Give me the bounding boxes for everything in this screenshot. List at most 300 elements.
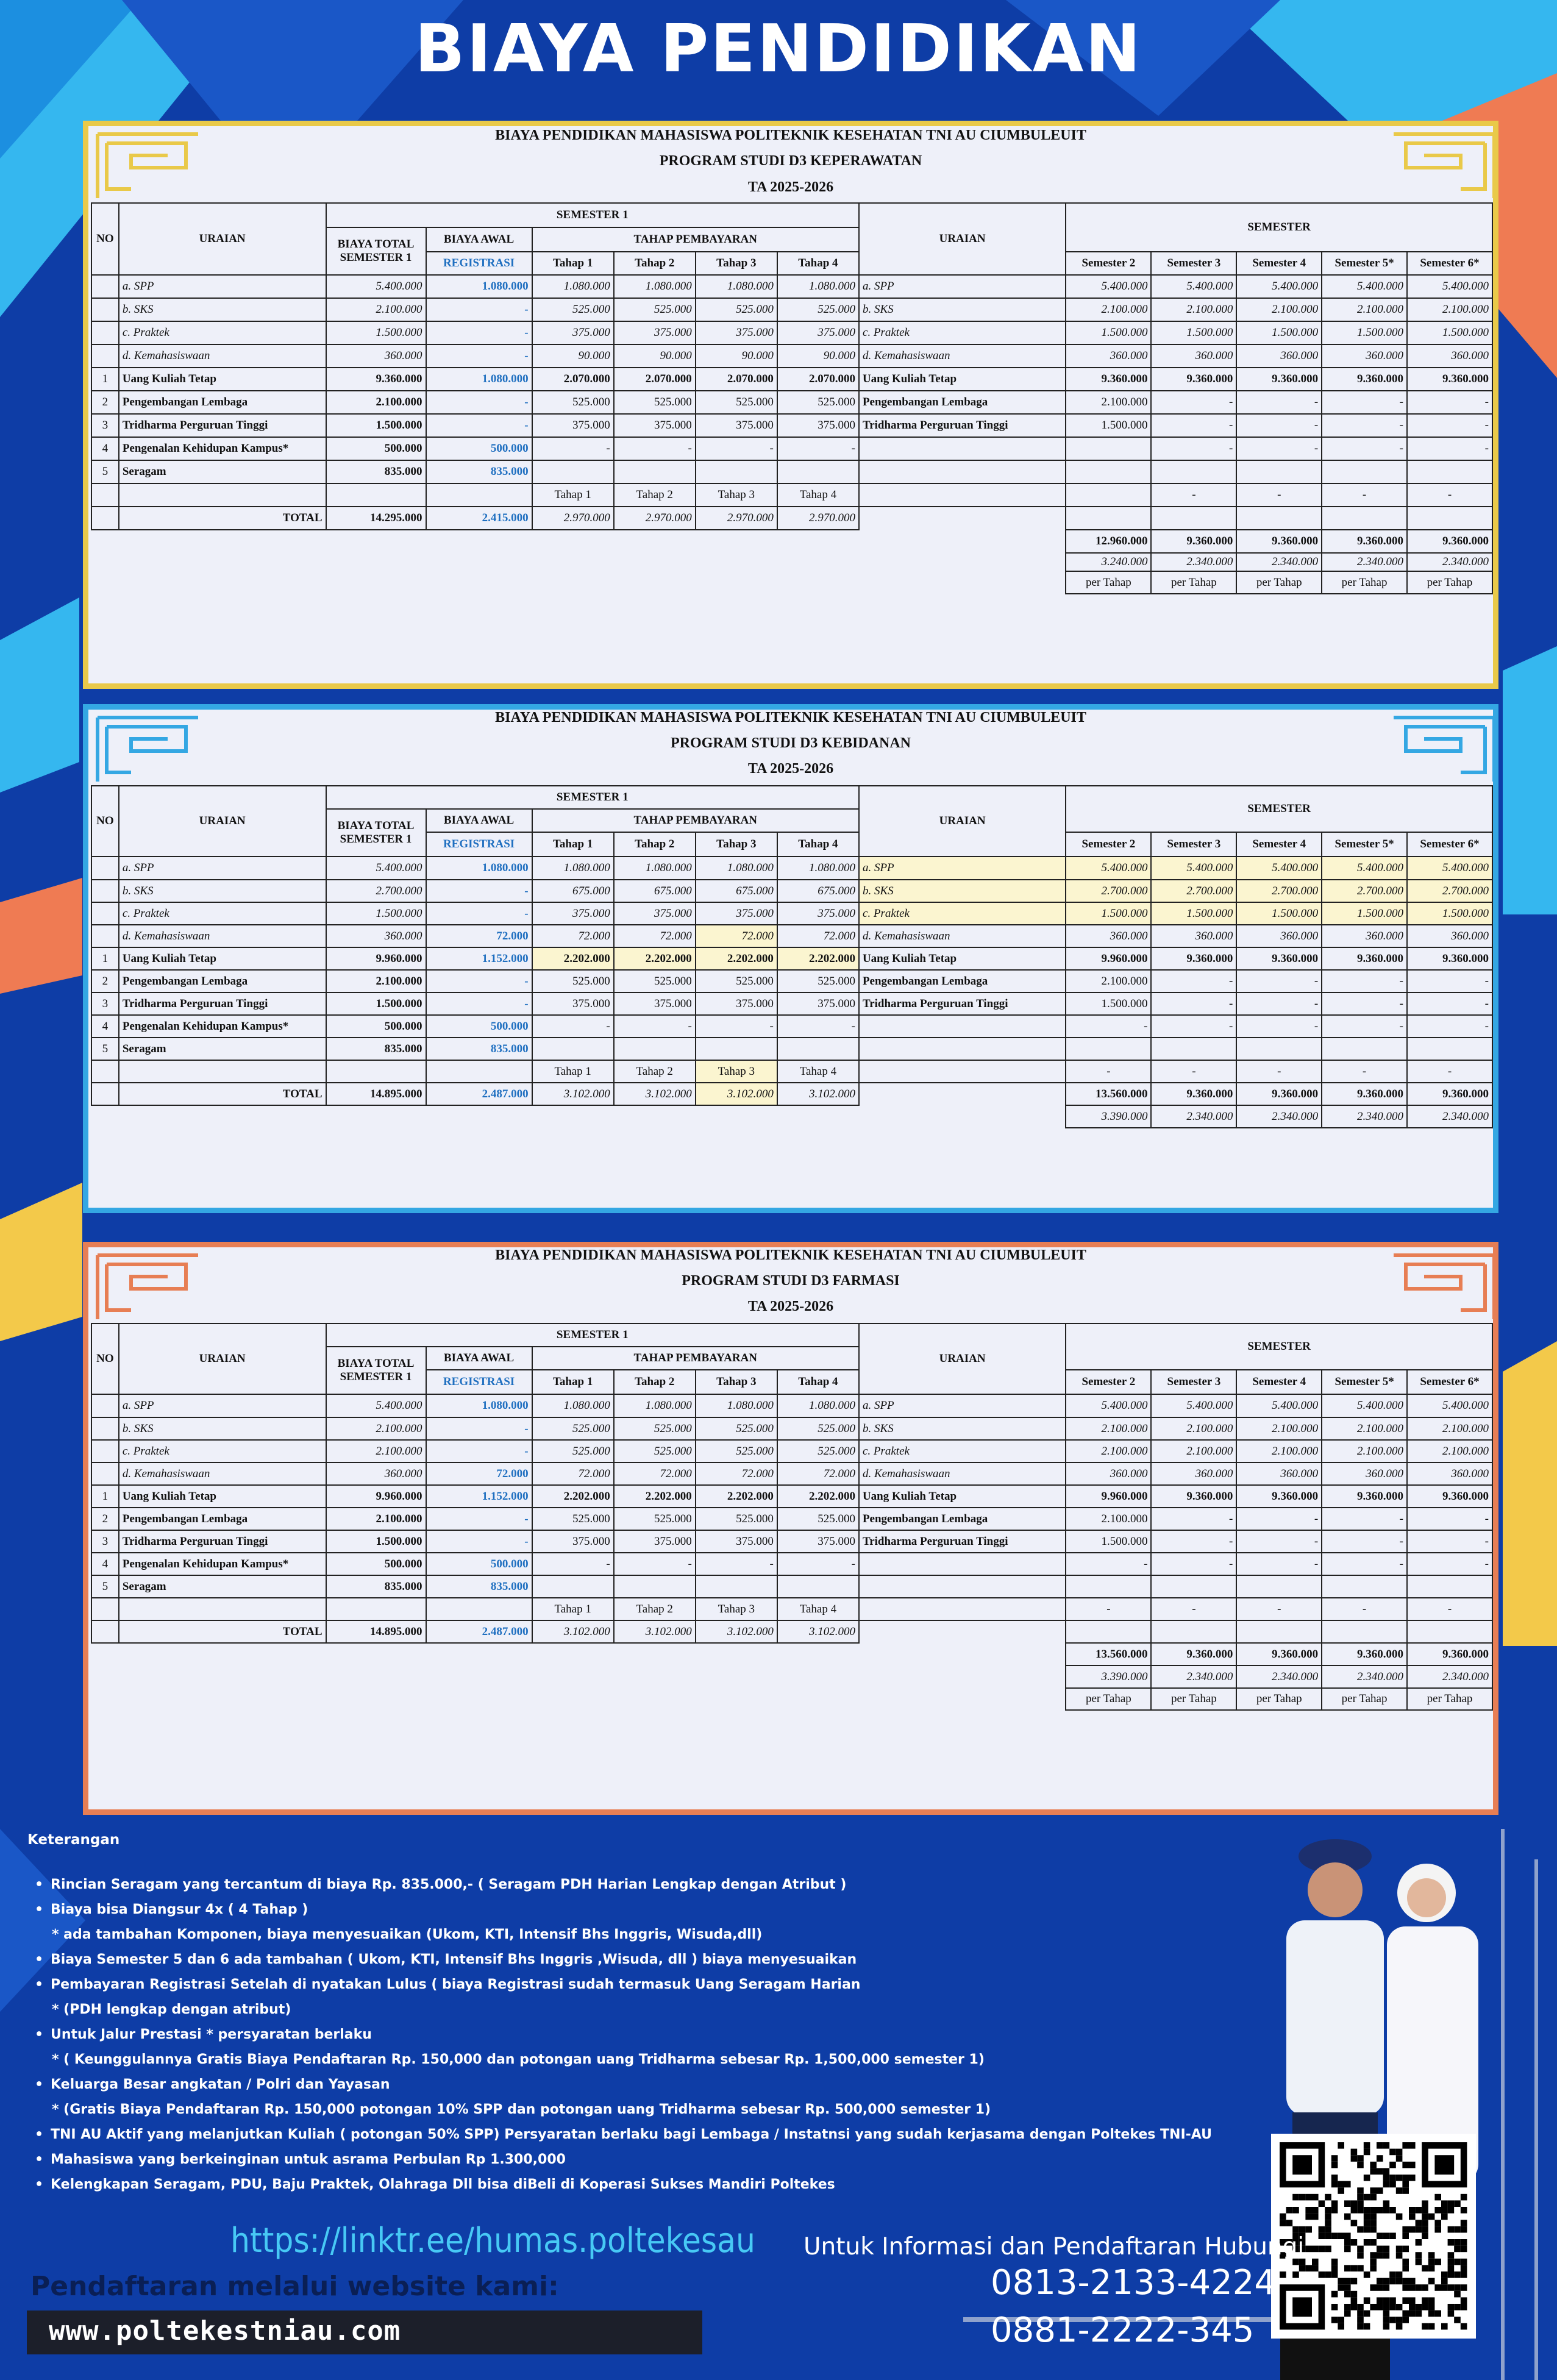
semester-cell: 360.000: [1236, 344, 1322, 368]
semester-cell: 5.400.000: [1322, 1394, 1407, 1417]
item-label: b. SKS: [119, 880, 326, 902]
semester-per-tahap-cell: 2.340.000: [1407, 553, 1492, 571]
total-cell: 2.100.000: [326, 1417, 426, 1440]
semester-per-tahap-cell: 2.340.000: [1236, 1105, 1322, 1128]
table-row: [91, 1060, 1492, 1083]
item-label-right: Uang Kuliah Tetap: [859, 1485, 1066, 1508]
tahap-cell: 1.080.000: [777, 857, 859, 880]
semester-cell: 9.360.000: [1322, 368, 1407, 391]
item-label: Uang Kuliah Tetap: [119, 1485, 326, 1508]
no-cell: [91, 275, 119, 298]
table-row: [91, 1666, 1492, 1688]
semester-total-cell: 13.560.000: [1066, 1643, 1151, 1666]
item-label: Pengenalan Kehidupan Kampus*: [119, 437, 326, 460]
tahap-cell: -: [532, 437, 614, 460]
registrasi-cell: 1.080.000: [426, 275, 532, 298]
tahap-cell: [532, 1038, 614, 1060]
item-label-right: Pengembangan Lembaga: [859, 1508, 1066, 1530]
empty-cell: [91, 1105, 119, 1128]
tahap-cell: 72.000: [614, 925, 696, 947]
empty-cell: [859, 1060, 1066, 1083]
empty-cell: [426, 1105, 532, 1128]
linktree-link[interactable]: https://linktr.ee/humas.poltekesau: [230, 2221, 755, 2261]
tahap-total-cell: 3.102.000: [532, 1083, 614, 1105]
no-cell: [91, 1083, 119, 1105]
grand-total-cell: 14.295.000: [326, 507, 426, 530]
note-item: • Keluarga Besar angkatan / Polri dan Yayasan: [27, 2072, 1247, 2097]
semester-cell: -: [1322, 414, 1407, 437]
tahap-cell: 375.000: [777, 414, 859, 437]
semester-per-tahap-cell: 2.340.000: [1322, 1666, 1407, 1688]
semester-col-header: Semester 4: [1236, 1370, 1322, 1394]
semester-cell: -: [1236, 970, 1322, 992]
table-row: [91, 1105, 1492, 1128]
semester-cell: 1.500.000: [1322, 321, 1407, 344]
semester-cell: 9.360.000: [1151, 947, 1236, 970]
notes-heading: Keterangan: [27, 1832, 120, 1848]
empty-cell: [119, 1666, 326, 1688]
registrasi-cell: 835.000: [426, 460, 532, 483]
empty-cell: [1066, 507, 1151, 530]
tahap-label-cell: Tahap 3: [696, 1060, 777, 1083]
no-cell: [91, 880, 119, 902]
item-label: Pengembangan Lembaga: [119, 970, 326, 992]
tahap-cell: -: [614, 1553, 696, 1575]
empty-cell: [1322, 1620, 1407, 1643]
notes-list: [27, 1872, 1247, 2197]
semester-cell: -: [1407, 1530, 1492, 1553]
empty-cell: [859, 1598, 1066, 1620]
table-row: [91, 902, 1492, 925]
semester-per-tahap-cell: 2.340.000: [1322, 553, 1407, 571]
semester-cell: 5.400.000: [1066, 1394, 1151, 1417]
note-item: • Untuk Jalur Prestasi * persyaratan berlaku: [27, 2022, 1247, 2047]
semester-cell: [1066, 460, 1151, 483]
registrasi-cell: [426, 1598, 532, 1620]
semester-cell: 1.500.000: [1236, 321, 1322, 344]
semester-cell: [1066, 1038, 1151, 1060]
semester-per-tahap-cell: 2.340.000: [1151, 553, 1236, 571]
per-tahap-label: per Tahap: [1322, 1688, 1407, 1710]
empty-cell: [326, 1643, 426, 1666]
table-row: [91, 275, 1492, 298]
semester-cell: -: [1322, 1508, 1407, 1530]
tahap-cell: 375.000: [696, 992, 777, 1015]
semester-total-cell: 9.360.000: [1322, 1643, 1407, 1666]
semester1-header: SEMESTER 1: [326, 1324, 859, 1347]
semester-total-cell: 9.360.000: [1322, 530, 1407, 553]
semester-cell: 360.000: [1407, 925, 1492, 947]
registrasi-cell: [426, 483, 532, 507]
item-label: c. Praktek: [119, 902, 326, 925]
uraian-right-header: URAIAN: [859, 786, 1066, 857]
tahap-cell: [532, 1575, 614, 1598]
semester-cell: 1.500.000: [1407, 902, 1492, 925]
total-cell: 500.000: [326, 437, 426, 460]
total-cell: 2.100.000: [326, 298, 426, 321]
total-cell: 835.000: [326, 1575, 426, 1598]
empty-cell: [91, 571, 119, 594]
no-cell: [91, 1440, 119, 1463]
semester-per-tahap-cell: 2.340.000: [1151, 1666, 1236, 1688]
no-cell: 4: [91, 437, 119, 460]
tahap-cell: 375.000: [614, 902, 696, 925]
item-label-right: a. SPP: [859, 857, 1066, 880]
tahap-cell: 90.000: [777, 344, 859, 368]
registrasi-cell: 72.000: [426, 925, 532, 947]
tahap-cell: 72.000: [777, 1463, 859, 1485]
semester-cell: [1407, 1038, 1492, 1060]
item-label: Seragam: [119, 1575, 326, 1598]
registrasi-header: REGISTRASI: [426, 1370, 532, 1394]
tahap-cell: 525.000: [614, 1508, 696, 1530]
empty-cell: [119, 571, 326, 594]
tahap-label-cell: Tahap 3: [696, 1598, 777, 1620]
tahap-cell: 2.202.000: [532, 1485, 614, 1508]
empty-cell: [532, 571, 614, 594]
total-cell: 2.100.000: [326, 1508, 426, 1530]
tahap-label-cell: Tahap 4: [777, 1060, 859, 1083]
table-row: [91, 786, 1492, 809]
item-label: Uang Kuliah Tetap: [119, 947, 326, 970]
registrasi-total-cell: 2.487.000: [426, 1620, 532, 1643]
semester-cell: -: [1407, 437, 1492, 460]
semester-cell: 2.700.000: [1236, 880, 1322, 902]
tahap-cell: 525.000: [696, 970, 777, 992]
table-row: [91, 414, 1492, 437]
tahap-cell: 2.070.000: [777, 368, 859, 391]
semester-cell: -: [1151, 391, 1236, 414]
tahap-cell: 72.000: [777, 925, 859, 947]
tahap-cell: 72.000: [696, 1463, 777, 1485]
table-row: [91, 1553, 1492, 1575]
no-cell: [91, 1463, 119, 1485]
tahap-cell: 375.000: [614, 1530, 696, 1553]
empty-cell: [91, 530, 119, 553]
item-label-right: b. SKS: [859, 880, 1066, 902]
total-label: TOTAL: [119, 507, 326, 530]
semester-cell: [1151, 1038, 1236, 1060]
semester-col-header: Semester 2: [1066, 832, 1151, 857]
total-cell: 9.960.000: [326, 1485, 426, 1508]
total-cell: 2.700.000: [326, 880, 426, 902]
registrasi-cell: 1.080.000: [426, 857, 532, 880]
table-row: [91, 947, 1492, 970]
semester-cell: 360.000: [1407, 344, 1492, 368]
empty-cell: [859, 530, 1066, 553]
tahap-cell: 525.000: [614, 1417, 696, 1440]
semester-cell: [1066, 483, 1151, 507]
semester-total-cell: 9.360.000: [1151, 530, 1236, 553]
semester-cell: -: [1322, 1553, 1407, 1575]
semester-cell: 5.400.000: [1407, 1394, 1492, 1417]
semester-cell: 9.360.000: [1407, 368, 1492, 391]
semester-cell: 2.100.000: [1066, 1508, 1151, 1530]
empty-cell: [532, 1688, 614, 1710]
tahap-cell: 2.202.000: [532, 947, 614, 970]
table-row: [91, 1083, 1492, 1105]
registrasi-cell: -: [426, 902, 532, 925]
tahap-header: Tahap 2: [614, 1370, 696, 1394]
semester-col-header: Semester 6*: [1407, 832, 1492, 857]
tahap-cell: 375.000: [614, 321, 696, 344]
biaya-total-header: BIAYA TOTAL SEMESTER 1: [326, 809, 426, 857]
table-row: [91, 437, 1492, 460]
empty-cell: [614, 1666, 696, 1688]
biaya-awal-header: BIAYA AWAL: [426, 227, 532, 252]
tahap-cell: 525.000: [532, 1508, 614, 1530]
semester-cell: -: [1236, 414, 1322, 437]
semester-cell: -: [1407, 391, 1492, 414]
empty-cell: [326, 1105, 426, 1128]
table-row: [91, 970, 1492, 992]
semester-cell: [1236, 1038, 1322, 1060]
table-row: [91, 1598, 1492, 1620]
registrasi-total-cell: 2.415.000: [426, 507, 532, 530]
table-row: [91, 1575, 1492, 1598]
label-cell: [119, 483, 326, 507]
uraian-right-header: URAIAN: [859, 1324, 1066, 1394]
semester-cell: -: [1407, 970, 1492, 992]
empty-cell: [696, 1105, 777, 1128]
tahap-cell: 525.000: [777, 970, 859, 992]
semester-cell: -: [1236, 992, 1322, 1015]
empty-cell: [426, 1666, 532, 1688]
note-item: * (Gratis Biaya Pendaftaran Rp. 150,000 potongan 10% SPP dan potongan uang Tridharma sebesar Rp. 500,000 semester 1): [52, 2102, 991, 2117]
tahap-cell: 525.000: [777, 298, 859, 321]
tahap-cell: -: [614, 1015, 696, 1038]
tahap-cell: 2.202.000: [696, 947, 777, 970]
semester-cell: -: [1151, 1530, 1236, 1553]
tahap-cell: -: [614, 437, 696, 460]
no-cell: 2: [91, 970, 119, 992]
empty-cell: [1151, 1620, 1236, 1643]
semester-cell: 5.400.000: [1236, 1394, 1322, 1417]
tahap-cell: 375.000: [696, 321, 777, 344]
note-item: * (PDH lengkap dengan atribut): [52, 2002, 291, 2017]
tahap-cell: 525.000: [696, 1417, 777, 1440]
tahap-cell: 375.000: [532, 321, 614, 344]
semester-col-header: Semester 3: [1151, 252, 1236, 275]
item-label-right: [859, 1553, 1066, 1575]
empty-cell: [696, 553, 777, 571]
semester-total-cell: 13.560.000: [1066, 1083, 1151, 1105]
no-cell: 5: [91, 460, 119, 483]
semester-col-header: Semester 5*: [1322, 832, 1407, 857]
note-item: * ( Keunggulannya Gratis Biaya Pendaftaran Rp. 150,000 dan potongan uang Tridharma sebesar Rp. 1,500,000 semester 1): [52, 2052, 985, 2067]
semester-header: SEMESTER: [1066, 1324, 1492, 1370]
tahap-cell: [532, 460, 614, 483]
semester-per-tahap-cell: 2.340.000: [1151, 1105, 1236, 1128]
semester-cell: 5.400.000: [1322, 857, 1407, 880]
table-title-line: BIAYA PENDIDIKAN MAHASISWA POLITEKNIK KESEHATAN TNI AU CIUMBULEUIT: [495, 1247, 1086, 1263]
tahap-cell: [777, 1575, 859, 1598]
semester-cell: 9.960.000: [1066, 1485, 1151, 1508]
no-cell: 3: [91, 1530, 119, 1553]
semester-cell: 2.700.000: [1151, 880, 1236, 902]
registrasi-total-cell: 2.487.000: [426, 1083, 532, 1105]
semester-per-tahap-cell: 2.340.000: [1407, 1105, 1492, 1128]
empty-cell: [326, 1688, 426, 1710]
empty-cell: [777, 1643, 859, 1666]
tahap-label-cell: Tahap 4: [777, 483, 859, 507]
empty-cell: [532, 530, 614, 553]
empty-cell: [696, 1643, 777, 1666]
empty-cell: [1407, 1620, 1492, 1643]
empty-cell: [859, 1105, 1066, 1128]
semester-cell: [1322, 460, 1407, 483]
total-cell: 1.500.000: [326, 992, 426, 1015]
tahap-cell: -: [532, 1553, 614, 1575]
empty-cell: [532, 553, 614, 571]
tahap-label-cell: Tahap 4: [777, 1598, 859, 1620]
tahap-pembayaran-header: TAHAP PEMBAYARAN: [532, 1347, 859, 1370]
total-cell: [326, 1060, 426, 1083]
tahap-cell: 2.202.000: [696, 1485, 777, 1508]
total-cell: [326, 483, 426, 507]
empty-cell: [777, 571, 859, 594]
registrasi-header: REGISTRASI: [426, 832, 532, 857]
empty-cell: [859, 1666, 1066, 1688]
tahap-cell: -: [532, 1015, 614, 1038]
total-cell: 2.100.000: [326, 970, 426, 992]
item-label-right: a. SPP: [859, 275, 1066, 298]
semester-cell: 2.100.000: [1151, 298, 1236, 321]
tahap-total-cell: 2.970.000: [777, 507, 859, 530]
note-item: • Kelengkapan Seragam, PDU, Baju Praktek, Olahraga Dll bisa diBeli di Koperasi Sukses Mandiri Poltekes: [27, 2172, 1247, 2197]
tahap-cell: 1.080.000: [777, 275, 859, 298]
semester-cell: 9.360.000: [1236, 947, 1322, 970]
semester-cell: -: [1151, 1060, 1236, 1083]
item-label-right: [859, 1038, 1066, 1060]
phone-number-1[interactable]: 0813-2133-4224: [991, 2263, 1276, 2303]
empty-cell: [532, 1666, 614, 1688]
total-cell: 1.500.000: [326, 1530, 426, 1553]
semester-cell: 2.100.000: [1151, 1417, 1236, 1440]
tahap-cell: 525.000: [614, 1440, 696, 1463]
tahap-cell: -: [696, 437, 777, 460]
empty-cell: [696, 530, 777, 553]
tahap-total-cell: 2.970.000: [614, 507, 696, 530]
semester-cell: [1236, 1575, 1322, 1598]
table-title-line: TA 2025-2026: [747, 179, 834, 195]
empty-cell: [859, 553, 1066, 571]
tahap-cell: 1.080.000: [777, 1394, 859, 1417]
table-title-line: PROGRAM STUDI D3 FARMASI: [682, 1273, 900, 1289]
empty-cell: [777, 553, 859, 571]
registrasi-header: REGISTRASI: [426, 252, 532, 275]
semester-cell: 5.400.000: [1236, 857, 1322, 880]
tahap-cell: 525.000: [532, 391, 614, 414]
registrasi-cell: -: [426, 1508, 532, 1530]
semester-per-tahap-cell: 2.340.000: [1322, 1105, 1407, 1128]
website-link[interactable]: www.poltekestniau.com: [49, 2315, 401, 2346]
total-cell: [326, 1598, 426, 1620]
semester-cell: 2.700.000: [1407, 880, 1492, 902]
biaya-awal-header: BIAYA AWAL: [426, 1347, 532, 1370]
tahap-cell: 1.080.000: [532, 275, 614, 298]
tahap-header: Tahap 2: [614, 832, 696, 857]
tahap-cell: 375.000: [777, 1530, 859, 1553]
tahap-cell: 90.000: [614, 344, 696, 368]
table-row: [91, 203, 1492, 227]
tahap-label-cell: Tahap 1: [532, 1598, 614, 1620]
empty-cell: [696, 571, 777, 594]
item-label-right: [859, 1015, 1066, 1038]
semester-cell: -: [1407, 414, 1492, 437]
tahap-cell: 525.000: [696, 1508, 777, 1530]
tahap-label-cell: Tahap 1: [532, 1060, 614, 1083]
semester-cell: -: [1407, 1060, 1492, 1083]
registrasi-cell: 1.080.000: [426, 368, 532, 391]
tahap-total-cell: 2.970.000: [696, 507, 777, 530]
per-tahap-label: per Tahap: [1322, 571, 1407, 594]
tahap-cell: 675.000: [614, 880, 696, 902]
semester-cell: 1.500.000: [1066, 321, 1151, 344]
table-row: [91, 507, 1492, 530]
semester-cell: 9.360.000: [1322, 1485, 1407, 1508]
table-row: [91, 1463, 1492, 1485]
tahap-cell: [614, 460, 696, 483]
table-row: [91, 1417, 1492, 1440]
semester-cell: -: [1151, 970, 1236, 992]
tahap-cell: 525.000: [777, 1440, 859, 1463]
phone-number-2[interactable]: 0881-2222-345: [991, 2311, 1255, 2350]
semester-cell: 360.000: [1066, 925, 1151, 947]
semester-cell: -: [1322, 1598, 1407, 1620]
semester-cell: -: [1066, 1598, 1151, 1620]
registrasi-cell: -: [426, 970, 532, 992]
tahap-header: Tahap 3: [696, 832, 777, 857]
note-item: • Biaya Semester 5 dan 6 ada tambahan ( Ukom, KTI, Intensif Bhs Inggris ,Wisuda, dll ) biaya menyesuaikan: [27, 1947, 1247, 1972]
tahap-cell: [777, 1038, 859, 1060]
item-label-right: [859, 1575, 1066, 1598]
total-cell: 1.500.000: [326, 902, 426, 925]
item-label: Seragam: [119, 1038, 326, 1060]
per-tahap-label: per Tahap: [1066, 571, 1151, 594]
semester-cell: [1151, 460, 1236, 483]
table-title-line: BIAYA PENDIDIKAN MAHASISWA POLITEKNIK KESEHATAN TNI AU CIUMBULEUIT: [495, 127, 1086, 143]
total-cell: 835.000: [326, 1038, 426, 1060]
table-title: [88, 126, 1493, 199]
empty-cell: [614, 571, 696, 594]
semester-total-cell: 9.360.000: [1236, 530, 1322, 553]
semester-cell: 360.000: [1066, 344, 1151, 368]
item-label: Pengembangan Lembaga: [119, 391, 326, 414]
item-label: d. Kemahasiswaan: [119, 1463, 326, 1485]
empty-cell: [326, 553, 426, 571]
semester-cell: -: [1236, 1508, 1322, 1530]
no-cell: [91, 902, 119, 925]
no-header: NO: [91, 1324, 119, 1394]
registrasi-cell: -: [426, 321, 532, 344]
item-label: d. Kemahasiswaan: [119, 344, 326, 368]
table-title: [88, 710, 1493, 783]
semester-cell: 2.700.000: [1322, 880, 1407, 902]
tahap-label-cell: Tahap 2: [614, 1060, 696, 1083]
item-label-right: Tridharma Perguruan Tinggi: [859, 992, 1066, 1015]
empty-cell: [119, 553, 326, 571]
semester-total-cell: 9.360.000: [1236, 1083, 1322, 1105]
semester-cell: -: [1236, 1060, 1322, 1083]
semester-cell: 5.400.000: [1151, 275, 1236, 298]
semester-cell: 2.100.000: [1236, 1417, 1322, 1440]
tahap-header: Tahap 4: [777, 832, 859, 857]
item-label-right: Uang Kuliah Tetap: [859, 368, 1066, 391]
semester-cell: 360.000: [1322, 1463, 1407, 1485]
table-title-line: BIAYA PENDIDIKAN MAHASISWA POLITEKNIK KESEHATAN TNI AU CIUMBULEUIT: [495, 710, 1086, 725]
semester-per-tahap-cell: 3.390.000: [1066, 1666, 1151, 1688]
